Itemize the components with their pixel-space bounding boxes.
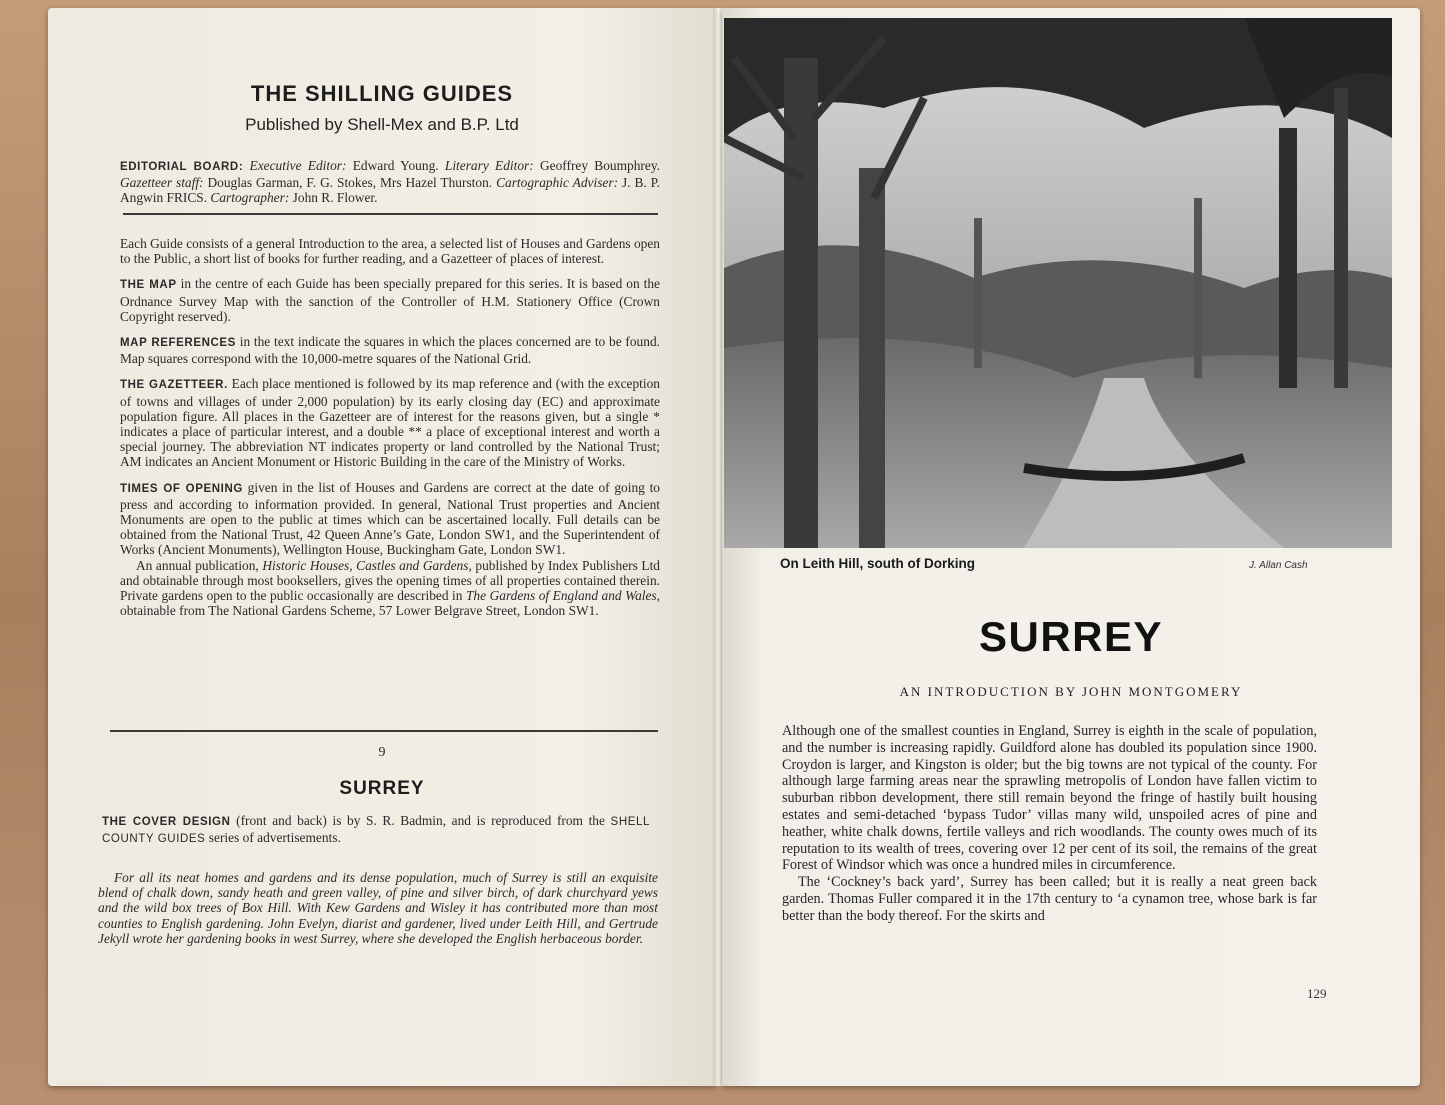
photo-caption: On Leith Hill, south of Dorking (780, 556, 975, 571)
publisher-line: Published by Shell-Mex and B.P. Ltd (245, 115, 519, 134)
annual-mid: published by Index Publishers Ltd and obtainable through most booksellers, gives the opening times of all properties contained therein. Private gardens open to the public occasionally are described in (120, 557, 660, 604)
gazetteer-staff-names: Douglas Garman, F. G. Stokes, Mrs Hazel Thurston. (207, 175, 493, 191)
italic-summary (98, 870, 658, 946)
page-number: 129 (1307, 986, 1327, 1001)
map-references-label: MAP REFERENCES (120, 337, 236, 350)
exec-editor-label: Executive Editor: (249, 158, 347, 173)
cartographer-name: John R. Flower. (292, 190, 378, 206)
cartographer-label: Cartographer: (210, 190, 290, 206)
section-title: SURREY (339, 778, 425, 799)
lit-editor-label: Literary Editor: (444, 158, 534, 173)
forest-photo-image (724, 18, 1392, 548)
right-page (722, 8, 1420, 1086)
series-name: SHELL COUNTY GUIDES (102, 816, 650, 846)
cover-design-paragraph (102, 813, 650, 847)
divider (110, 730, 658, 732)
annual-pre: An annual publication, (136, 557, 259, 573)
page-title: THE SHILLING GUIDES (250, 81, 514, 106)
map-references-text: in the text indicate the squares in which the places concerned are to be found. Map squares correspond with the 10,000-metre squares of the National Grid. (120, 334, 660, 367)
gazetteer-paragraph (120, 376, 660, 469)
map-paragraph (120, 276, 660, 324)
map-references-paragraph (120, 334, 660, 366)
guide-description (120, 236, 660, 618)
chapter-title: SURREY (978, 613, 1164, 660)
summary-text: For all its neat homes and gardens and its dense population, much of Surrey is still an exquisite blend of chalk down, sandy heath and green valley, of pine and silver birch, of dark churchyard yews and the wild box trees of Box Hill. With Kew Gardens and Wisley it has contributed more than most counties to English gardening. John Evelyn, diarist and gardener, lived under Leith Hill, and Gertrude Jekyll wrote her gardening books in west Surrey, where she developed the English herbaceous border. (98, 870, 658, 946)
editorial-board (120, 158, 660, 206)
intro-paragraph: Each Guide consists of a general Introduction to the area, a selected list of Houses and Gardens open to the Public, a short list of books for further reading, and a Gazetteer of places of interest. (120, 236, 660, 267)
cover-label: THE COVER DESIGN (102, 816, 231, 828)
map-text: in the centre of each Guide has been specially prepared for this series. It is based on the Ordnance Survey Map with the sanction of the Controller of H.M. Stationery Office (Crown Copyright reserved). (120, 276, 660, 324)
annual-publication-paragraph (120, 558, 660, 619)
cover-text-post: series of advertisements. (208, 830, 341, 846)
gazetteer-text: Each place mentioned is followed by its map reference and (with the exception of towns and villages of under 2,000 population) by its early closing day (EC) and approximate population figure. All places in the Gazetteer are of interest for the reasons given, but a single * indicates a place of particular interest, and a double ** a place of exceptional interest and worth a special journey. The abbreviation NT indicates property or land controlled by the National Trust; AM indicates an Ancient Monument or Historic Building in the care of the Ministry of Works. (120, 376, 660, 470)
annual-title-2: The Gardens of England and Wales, (465, 588, 660, 604)
annual-post: obtainable from The National Gardens Scheme, 57 Lower Belgrave Street, London SW1. (120, 603, 599, 619)
map-label: THE MAP (120, 279, 177, 292)
gazetteer-label: THE GAZETTEER. (120, 379, 228, 392)
opening-label: TIMES OF OPENING (120, 482, 243, 495)
exec-editor-name: Edward Young. (352, 158, 439, 173)
opening-paragraph (120, 480, 660, 558)
gazetteer-staff-label: Gazetteer staff: (120, 175, 204, 191)
lit-editor-name: Geoffrey Boumphrey. (539, 158, 661, 173)
carto-adviser-name: J. B. P. Angwin FRICS. (120, 175, 660, 206)
chapter-byline: AN INTRODUCTION BY JOHN MONTGOMERY (899, 684, 1243, 699)
cover-text-pre: (front and back) is by S. R. Badmin, and is reproduced from the (236, 813, 605, 828)
forest-photo (724, 18, 1392, 548)
divider (123, 213, 658, 215)
carto-adviser-label: Cartographic Adviser: (496, 175, 619, 191)
opening-text: given in the list of Houses and Gardens are correct at the date of going to press and according to information provided. In general, National Trust properties and Ancient Monuments are open to the public at times which can be ascertained locally. Full details can be obtained from the National Trust, 42 Queen Anne’s Gate, London SW1, and the Superintendent of Works (Ancient Monuments), Wellington House, Buckingham Gate, London SW1. (120, 479, 660, 558)
photo-credit: J. Allan Cash (1249, 560, 1308, 571)
page-number: 9 (378, 745, 386, 760)
editorial-label: EDITORIAL BOARD: (120, 161, 244, 173)
body-paragraph-2: The ‘Cockney’s back yard’, Surrey has been called; but it is really a neat green back garden. Thomas Fuller compared it in the 17th century to ‘a cynamon tree, whose bark is far better than the body thereof. For the skirts and (782, 874, 1317, 924)
annual-title: Historic Houses, Castles and Gardens, (262, 557, 472, 573)
chapter-body (782, 723, 1317, 925)
body-paragraph-1: Although one of the smallest counties in England, Surrey is eighth in the scale of population, and the number is increasing rapidly. Guildford alone has doubled its population since 1900. Croydon is larger, and Kingston is older; but the big towns are not typical of the county. For although large farming areas near the sprawling metropolis of London have fallen victim to suburban ribbon development, there still remain beyond the fringe of hastily built housing estates and semi-detached ‘bypass Tudor’ villas many wild, unspoiled acres of pine and heather, white chalk downs, fertile valleys and rich woodlands. The county owes much of its reputation to its wealth of trees, covering over 12 per cent of its soil, the remains of the great Forest of Windsor which was once a hundred miles in circumference. (782, 723, 1317, 874)
left-page (48, 8, 716, 1086)
